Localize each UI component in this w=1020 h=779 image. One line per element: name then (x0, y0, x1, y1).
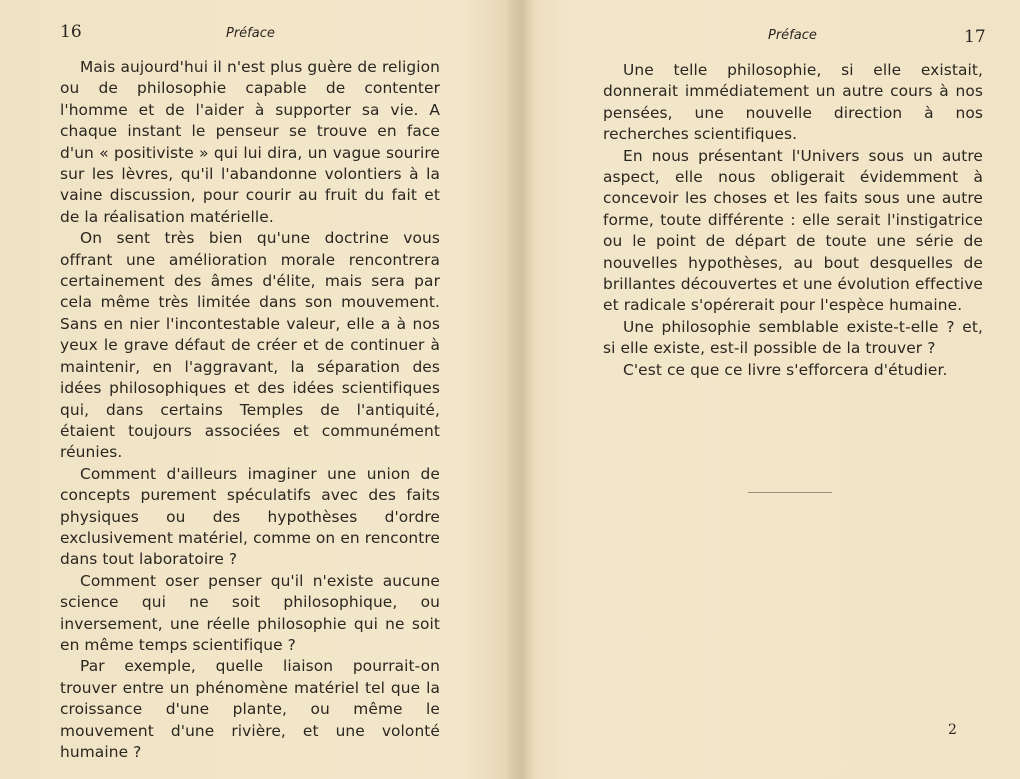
paragraph: Une telle philosophie, si elle existait, donnerait immédiatement un autre cours à nos pensées, une nouvelle direction à nos recherches scientifiques. (603, 61, 983, 144)
left-running-head: Préface (226, 26, 275, 41)
paragraph: On sent très bien qu'une doctrine vous offrant une amélioration morale rencontrera certainement des âmes d'élite, mais sera par cela même très limitée dans son mouvement. Sans en nier l'incontestable valeur, elle a à nos yeux le grave défaut de créer et de continuer à maintenir, en l'aggravant, la séparation des idées philosophiques et des idées scientifiques qui, dans certains Temples de l'antiquité, étaient toujours associées et communément réunies. (60, 229, 440, 462)
paragraph: Par exemple, quelle liaison pourrait-on trouver entre un phénomène matériel tel que la croissance d'une plante, ou même le mouvement d'une rivière, et une volonté humaine ? (60, 657, 440, 761)
left-body-text (60, 57, 440, 763)
right-body-text (603, 60, 983, 381)
right-running-head: Préface (768, 28, 817, 43)
right-page (520, 0, 1020, 779)
paragraph: En nous présentant l'Univers sous un autre aspect, elle nous obligerait évidemment à concevoir les choses et les faits sous une autre forme, toute différente : elle serait l'instigatrice ou le point de départ de toute une série de nouvelles hypothèses, au bout desquelles de brillantes découvertes et une évolution effective et radicale s'opérerait pour l'espèce humaine. (603, 146, 983, 315)
paragraph: C'est ce que ce livre s'efforcera d'étudier. (623, 360, 948, 379)
section-end-rule (748, 492, 832, 493)
left-page-number: 16 (60, 22, 82, 42)
paragraph: Comment d'ailleurs imaginer une union de concepts purement spéculatifs avec des faits physiques ou des hypothèses d'ordre exclusivement matériel, comme on en rencontre dans tout laboratoire ? (60, 464, 440, 569)
signature-mark: 2 (948, 722, 957, 738)
paragraph: Mais aujourd'hui il n'est plus guère de religion ou de philosophie capable de contenter l'homme et de l'aider à supporter sa vie. A chaque instant le penseur se trouve en face d'un « positiviste » qui lui dira, un vague sourire sur les lèvres, qu'il l'abandonne volontiers à la vaine discussion, pour courir au fruit du fait et de la réalisation matérielle. (60, 58, 440, 226)
paragraph: Comment oser penser qu'il n'existe aucune science qui ne soit philosophique, ou inversement, une réelle philosophie qui ne soit en même temps scientifique ? (60, 571, 440, 654)
right-page-number: 17 (964, 27, 986, 47)
paragraph: Une philosophie semblable existe-t-elle ? et, si elle existe, est-il possible de la trouver ? (603, 317, 983, 358)
